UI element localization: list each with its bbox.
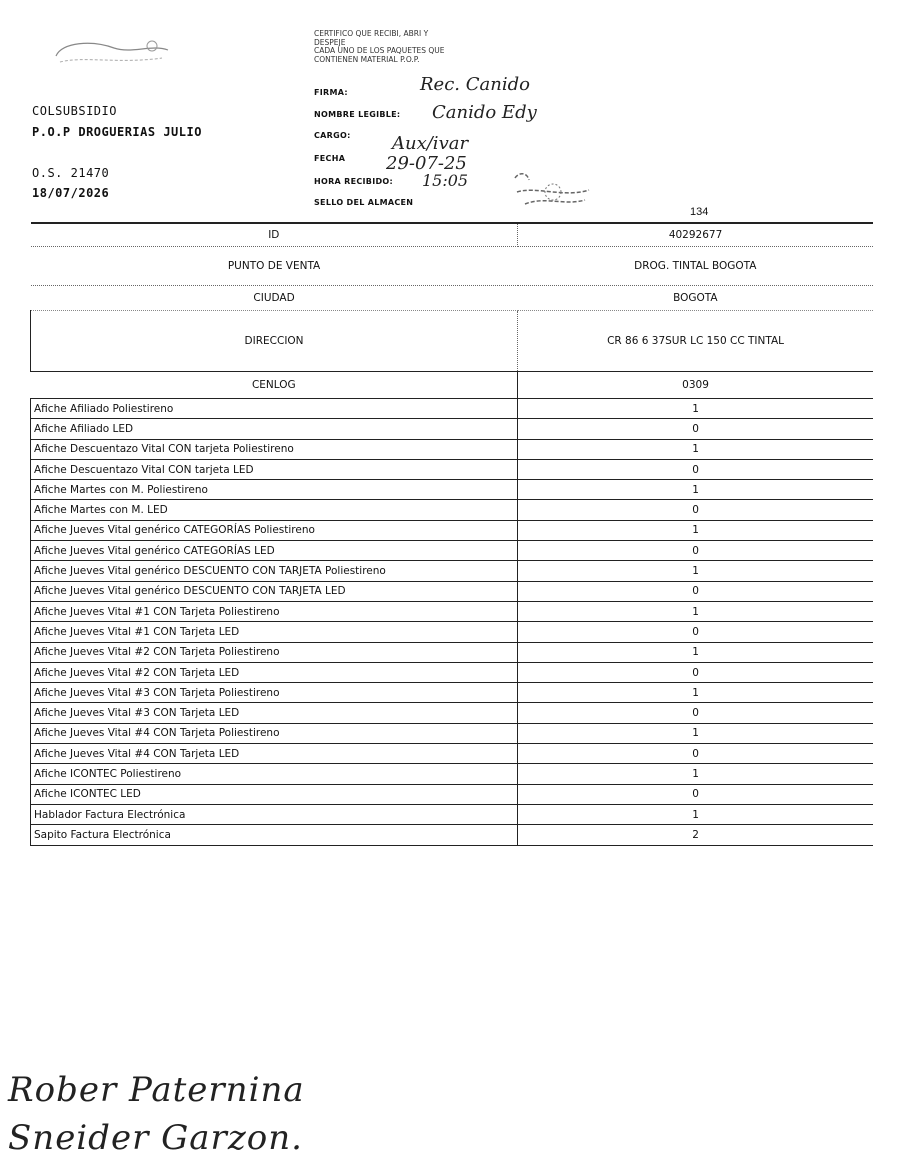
- item-quantity: 1: [518, 561, 873, 581]
- direccion-row: [31, 311, 874, 372]
- item-name: Afiche Jueves Vital #2 CON Tarjeta LED: [31, 662, 518, 682]
- table-row: [31, 703, 874, 723]
- item-quantity: 1: [518, 399, 873, 419]
- nombre-label: NOMBRE LEGIBLE:: [314, 110, 401, 119]
- company-name: COLSUBSIDIO: [32, 104, 117, 118]
- cargo-handwritten: Aux/ivar: [392, 133, 469, 154]
- table-row: [31, 662, 874, 682]
- table-row: [31, 520, 874, 540]
- ciudad-value: BOGOTA: [518, 286, 873, 311]
- page-number: 134: [690, 206, 709, 218]
- item-name: Afiche Jueves Vital genérico DESCUENTO CON TARJETA Poliestireno: [31, 561, 518, 581]
- item-quantity: 0: [518, 662, 873, 682]
- signature-line-2: Sneider Garzon.: [8, 1118, 303, 1158]
- item-quantity: 0: [518, 784, 873, 804]
- item-name: Afiche Descuentazo Vital CON tarjeta LED: [31, 459, 518, 479]
- pop-material-table: [30, 222, 873, 846]
- item-quantity: 1: [518, 642, 873, 662]
- cenlog-label: CENLOG: [31, 372, 518, 399]
- table-row: [31, 723, 874, 743]
- hora-label: HORA RECIBIDO:: [314, 177, 394, 186]
- certificate-line: CERTIFICO QUE RECIBI, ABRI Y: [314, 29, 429, 38]
- table-row: [31, 399, 874, 419]
- table-row: [31, 825, 874, 845]
- table-row: [31, 561, 874, 581]
- table-row: [31, 744, 874, 764]
- signature-line-1: Rober Paternina: [8, 1070, 305, 1110]
- fecha-handwritten: 29-07-25: [386, 153, 467, 174]
- item-name: Afiche Jueves Vital #1 CON Tarjeta LED: [31, 622, 518, 642]
- nombre-handwritten: Canido Edy: [432, 102, 537, 123]
- store-stamp: [505, 170, 595, 210]
- item-quantity: 1: [518, 804, 873, 824]
- item-quantity: 2: [518, 825, 873, 845]
- ciudad-label: CIUDAD: [31, 286, 518, 311]
- item-name: Afiche Jueves Vital #1 CON Tarjeta Poliestireno: [31, 601, 518, 621]
- item-quantity: 0: [518, 703, 873, 723]
- item-name: Afiche Jueves Vital genérico CATEGORÍAS Poliestireno: [31, 520, 518, 540]
- item-quantity: 1: [518, 520, 873, 540]
- item-quantity: 0: [518, 419, 873, 439]
- item-quantity: 1: [518, 723, 873, 743]
- table-row: [31, 581, 874, 601]
- table-row: [31, 784, 874, 804]
- item-quantity: 0: [518, 744, 873, 764]
- item-name: Afiche Jueves Vital genérico DESCUENTO CON TARJETA LED: [31, 581, 518, 601]
- item-quantity: 0: [518, 541, 873, 561]
- item-name: Afiche ICONTEC LED: [31, 784, 518, 804]
- program-name: P.O.P DROGUERIAS JULIO: [32, 125, 202, 139]
- order-number: O.S. 21470: [32, 166, 110, 180]
- table-row: [31, 683, 874, 703]
- item-quantity: 1: [518, 439, 873, 459]
- item-quantity: 1: [518, 480, 873, 500]
- item-name: Afiche Jueves Vital genérico CATEGORÍAS LED: [31, 541, 518, 561]
- firma-handwritten: Rec. Canido: [420, 74, 530, 95]
- order-date: 18/07/2026: [32, 186, 110, 200]
- table-row: [31, 764, 874, 784]
- punto-venta-row: [31, 247, 874, 286]
- item-name: Afiche Descuentazo Vital CON tarjeta Poliestireno: [31, 439, 518, 459]
- cenlog-value: 0309: [518, 372, 873, 399]
- item-name: Afiche Martes con M. LED: [31, 500, 518, 520]
- item-quantity: 1: [518, 764, 873, 784]
- item-name: Afiche Afiliado Poliestireno: [31, 399, 518, 419]
- table-row: [31, 419, 874, 439]
- certificate-line: CONTIENEN MATERIAL P.O.P.: [314, 54, 420, 64]
- table-row: [31, 500, 874, 520]
- item-quantity: 0: [518, 622, 873, 642]
- item-quantity: 1: [518, 601, 873, 621]
- item-name: Afiche Jueves Vital #3 CON Tarjeta LED: [31, 703, 518, 723]
- sello-label: SELLO DEL ALMACEN: [314, 198, 414, 207]
- table-row: [31, 804, 874, 824]
- table-row: [31, 601, 874, 621]
- table-row: [31, 642, 874, 662]
- certificate-text: [314, 30, 534, 64]
- fecha-label: FECHA: [314, 154, 346, 163]
- item-name: Sapito Factura Electrónica: [31, 825, 518, 845]
- certificate-line: CADA UNO DE LOS PAQUETES QUE: [314, 46, 445, 55]
- item-name: Afiche Jueves Vital #3 CON Tarjeta Poliestireno: [31, 683, 518, 703]
- certificate-line: DESPEJE: [314, 37, 346, 47]
- id-value: 40292677: [518, 223, 873, 247]
- item-name: Hablador Factura Electrónica: [31, 804, 518, 824]
- id-label: ID: [31, 223, 518, 247]
- direccion-label: DIRECCION: [31, 311, 518, 372]
- store-info-section: [31, 223, 874, 399]
- table-row: [31, 622, 874, 642]
- item-name: Afiche Afiliado LED: [31, 419, 518, 439]
- punto-venta-label: PUNTO DE VENTA: [31, 247, 518, 286]
- table-row: [31, 541, 874, 561]
- item-name: Afiche Jueves Vital #2 CON Tarjeta Poliestireno: [31, 642, 518, 662]
- cargo-label: CARGO:: [314, 131, 351, 140]
- table-row: [31, 480, 874, 500]
- cenlog-row: [31, 372, 874, 399]
- item-quantity: 1: [518, 683, 873, 703]
- table-row: [31, 459, 874, 479]
- item-name: Afiche Jueves Vital #4 CON Tarjeta Poliestireno: [31, 723, 518, 743]
- item-quantity: 0: [518, 581, 873, 601]
- table-row: [31, 439, 874, 459]
- item-name: Afiche ICONTEC Poliestireno: [31, 764, 518, 784]
- item-name: Afiche Jueves Vital #4 CON Tarjeta LED: [31, 744, 518, 764]
- hora-handwritten: 15:05: [422, 171, 469, 190]
- direccion-value: CR 86 6 37SUR LC 150 CC TINTAL: [518, 311, 873, 372]
- items-section: [31, 399, 874, 846]
- item-quantity: 0: [518, 500, 873, 520]
- firma-label: FIRMA:: [314, 88, 348, 97]
- colsubsidio-logo: [52, 34, 172, 74]
- ciudad-row: [31, 286, 874, 311]
- punto-venta-value: DROG. TINTAL BOGOTA: [518, 247, 873, 286]
- id-row: [31, 223, 874, 247]
- item-name: Afiche Martes con M. Poliestireno: [31, 480, 518, 500]
- item-quantity: 0: [518, 459, 873, 479]
